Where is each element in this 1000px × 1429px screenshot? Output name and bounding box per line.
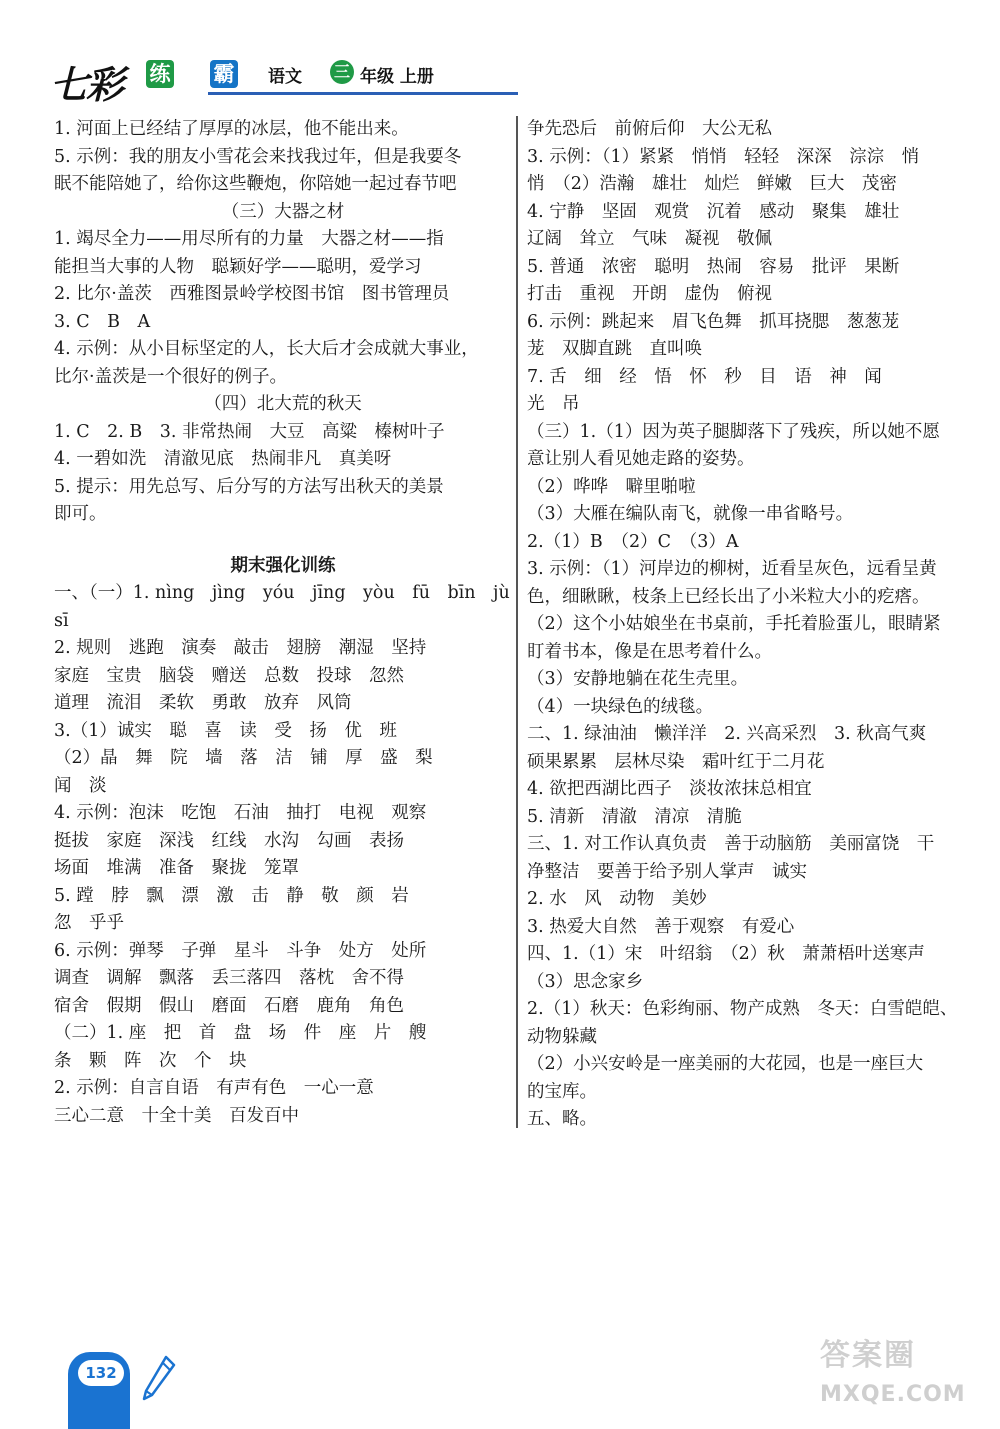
answer-line: 三、1. 对工作认真负责 善于动脑筋 美丽富饶 干 [527,834,935,854]
answer-line: 条 颗 阵 次 个 块 [54,1050,247,1071]
answer-line: 三心二意 十全十美 百发百中 [54,1105,299,1126]
answer-line: 宿舍 假期 假山 磨面 石磨 鹿角 角色 [54,995,404,1016]
watermark [820,1330,990,1420]
answer-line: 6. 示例：弹琴 子弹 星斗 斗争 处方 处所 [54,940,427,961]
answer-line: 5. 示例：我的朋友小雪花会来找我过年，但是我要冬 [54,146,462,167]
answer-line: 色，细瞅瞅，枝条上已经长出了小米粒大小的疙瘩。 [527,586,930,607]
answer-line: 家庭 宝贵 脑袋 赠送 总数 投球 忽然 [54,665,404,686]
brand-logo-text: 七彩 [50,62,123,107]
answer-line: 盯着书本，像是在思考着什么。 [527,641,772,662]
answer-line: （3）安静地躺在花生壳里。 [527,669,749,689]
answer-line: （2）晶 舞 院 墙 落 洁 铺 厚 盛 梨 [54,748,433,768]
answer-line: 5. 蹚 脖 飘 漂 激 击 静 敬 颜 岩 [54,885,409,906]
answer-line: 1. 竭尽全力——用尽所有的力量 大器之材——指 [54,229,444,249]
section-heading: （三）大器之材 [221,201,345,222]
subject-label: 语文 [268,67,302,87]
answer-line: 调查 调解 飘落 丢三落四 落枕 舍不得 [54,968,404,988]
page-number: 132 [78,1360,124,1386]
answer-line: （二）1. 座 把 首 盘 场 件 座 片 艘 [54,1023,427,1043]
answer-line: 五、略。 [527,1109,597,1129]
answer-line: 3.（1）诚实 聪 喜 读 受 扬 优 班 [54,720,397,741]
section-heading: 期末强化训练 [230,555,336,576]
answer-line: 1. 河面上已经结了厚厚的冰层，他不能出来。 [54,119,409,139]
blank-line [54,529,512,553]
answer-line: 打击 重视 开朗 虚伪 俯视 [527,284,772,304]
answer-line: 5. 提示：用先总写、后分写的方法写出秋天的美景 [54,476,444,497]
answer-line: 3. C B A [54,311,151,332]
answer-line: 1. C 2. B 3. 非常热闹 大豆 高粱 榛树叶子 [54,421,445,442]
pencil-icon [140,1355,176,1403]
answer-line: 2. 水 风 动物 美妙 [527,889,707,909]
answer-line: 茏 双脚直跳 直叫唤 [527,339,702,359]
brand-logo-char-ba: 霸 [210,60,238,88]
answer-line: 四、1.（1）宋 叶绍翁 （2）秋 萧萧梧叶送寒声 [527,944,925,964]
answer-line: 2.（1）秋天：色彩绚丽、物产成熟 冬天：白雪皑皑、 [527,999,958,1019]
answer-line: 挺拔 家庭 深浅 红线 水沟 勾画 表扬 [54,830,404,851]
answer-line: 2. 示例：自言自语 有声有色 一心一意 [54,1078,374,1098]
column-divider [516,116,518,1128]
answer-line: 悄 （2）浩瀚 雄壮 灿烂 鲜嫩 巨大 茂密 [527,174,897,194]
answer-line: （2）哗哗 噼里啪啦 [527,476,696,497]
answer-line: 2. 规则 逃跑 演奏 敲击 翅膀 潮湿 坚持 [54,638,427,658]
answer-line: 动物躲藏 [527,1026,597,1047]
answer-line: 4. 示例：泡沫 吃饱 石油 抽打 电视 观察 [54,803,427,823]
answer-line: 场面 堆满 准备 聚拢 笼罩 [54,858,299,878]
answer-line: 4. 一碧如洗 清澈见底 热闹非凡 真美呀 [54,449,392,469]
answer-line: 忽 乎乎 [54,913,124,933]
answer-line: 5. 清新 清澈 清凉 清脆 [527,806,742,827]
header-rule [208,92,518,95]
grade-volume-label: 年级 上册 [360,67,434,87]
answer-line: （2）这个小姑娘坐在书桌前，手托着脸蛋儿，眼睛紧 [527,614,941,634]
answer-line: 即可。 [54,504,107,524]
answer-line: 3. 示例：（1）紧紧 悄悄 轻轻 深深 淙淙 悄 [527,146,920,167]
right-column [527,116,985,1134]
answer-line: 净整洁 要善于给予别人掌声 诚实 [527,861,807,882]
brand-logo-char-lian: 练 [146,60,174,88]
answer-line: 4. 欲把西湖比西子 淡妆浓抹总相宜 [527,779,812,799]
answer-line: 辽阔 耸立 气味 凝视 敬佩 [527,229,772,249]
answer-line: 争先恐后 前俯后仰 大公无私 [527,119,772,139]
grade-number-badge: 三 [330,60,354,84]
answer-line: 7. 舌 细 经 悟 怀 秒 目 语 神 闻 [527,366,882,387]
answer-line: 意让别人看见她走路的姿势。 [527,449,755,469]
section-heading: （四）北大荒的秋天 [204,394,362,414]
answer-line: （3）思念家乡 [527,971,644,992]
answer-line: 2. 比尔·盖茨 西雅图景岭学校图书馆 图书管理员 [54,284,450,304]
watermark-logo-text: 答案圈 [820,1338,916,1373]
answer-line: 闻 淡 [54,775,107,796]
answer-line: 道理 流泪 柔软 勇敢 放弃 风筒 [54,693,352,713]
left-column [54,116,512,1130]
answer-line: 4. 示例：从小目标坚定的人，长大后才会成就大事业， [54,339,479,359]
answer-line: （4）一块绿色的绒毯。 [527,696,714,717]
page-header [38,48,518,107]
answer-line: 4. 宁静 坚固 观赏 沉着 感动 聚集 雄壮 [527,201,900,222]
answer-line: （2）小兴安岭是一座美丽的大花园，也是一座巨大 [527,1054,924,1074]
answer-line: 3. 示例：（1）河岸边的柳树，近看呈灰色，远看呈黄 [527,559,937,579]
answer-line: 一、（一）1. nìng jìng yóu jīng yòu fū bīn jù [54,583,510,603]
answer-line: 能担当大事的人物 聪颖好学——聪明，爱学习 [54,256,422,277]
answer-line: 光 吊 [527,394,580,414]
answer-line: 眠不能陪她了，给你这些鞭炮，你陪她一起过春节吧 [54,174,457,194]
answer-line: 比尔·盖茨是一个很好的例子。 [54,366,288,387]
answer-line: 2.（1）B （2）C （3）A [527,531,739,552]
answer-line: （3）大雁在编队南飞，就像一串省略号。 [527,504,854,524]
answer-line: 6. 示例：跳起来 眉飞色舞 抓耳挠腮 葱葱茏 [527,311,900,332]
answer-line: 5. 普通 浓密 聪明 热闹 容易 批评 果断 [527,256,900,277]
answer-line: 的宝库。 [527,1081,597,1102]
watermark-url: MXQE.COM [820,1382,966,1407]
answer-line: 二、1. 绿油油 懒洋洋 2. 兴高采烈 3. 秋高气爽 [527,724,927,744]
answer-line: （三）1.（1）因为英子腿脚落下了残疾，所以她不愿 [527,421,940,442]
answer-line: 3. 热爱大自然 善于观察 有爱心 [527,916,795,937]
answer-line: sī [54,610,69,631]
answer-line: 硕果累累 层林尽染 霜叶红于二月花 [527,751,825,772]
